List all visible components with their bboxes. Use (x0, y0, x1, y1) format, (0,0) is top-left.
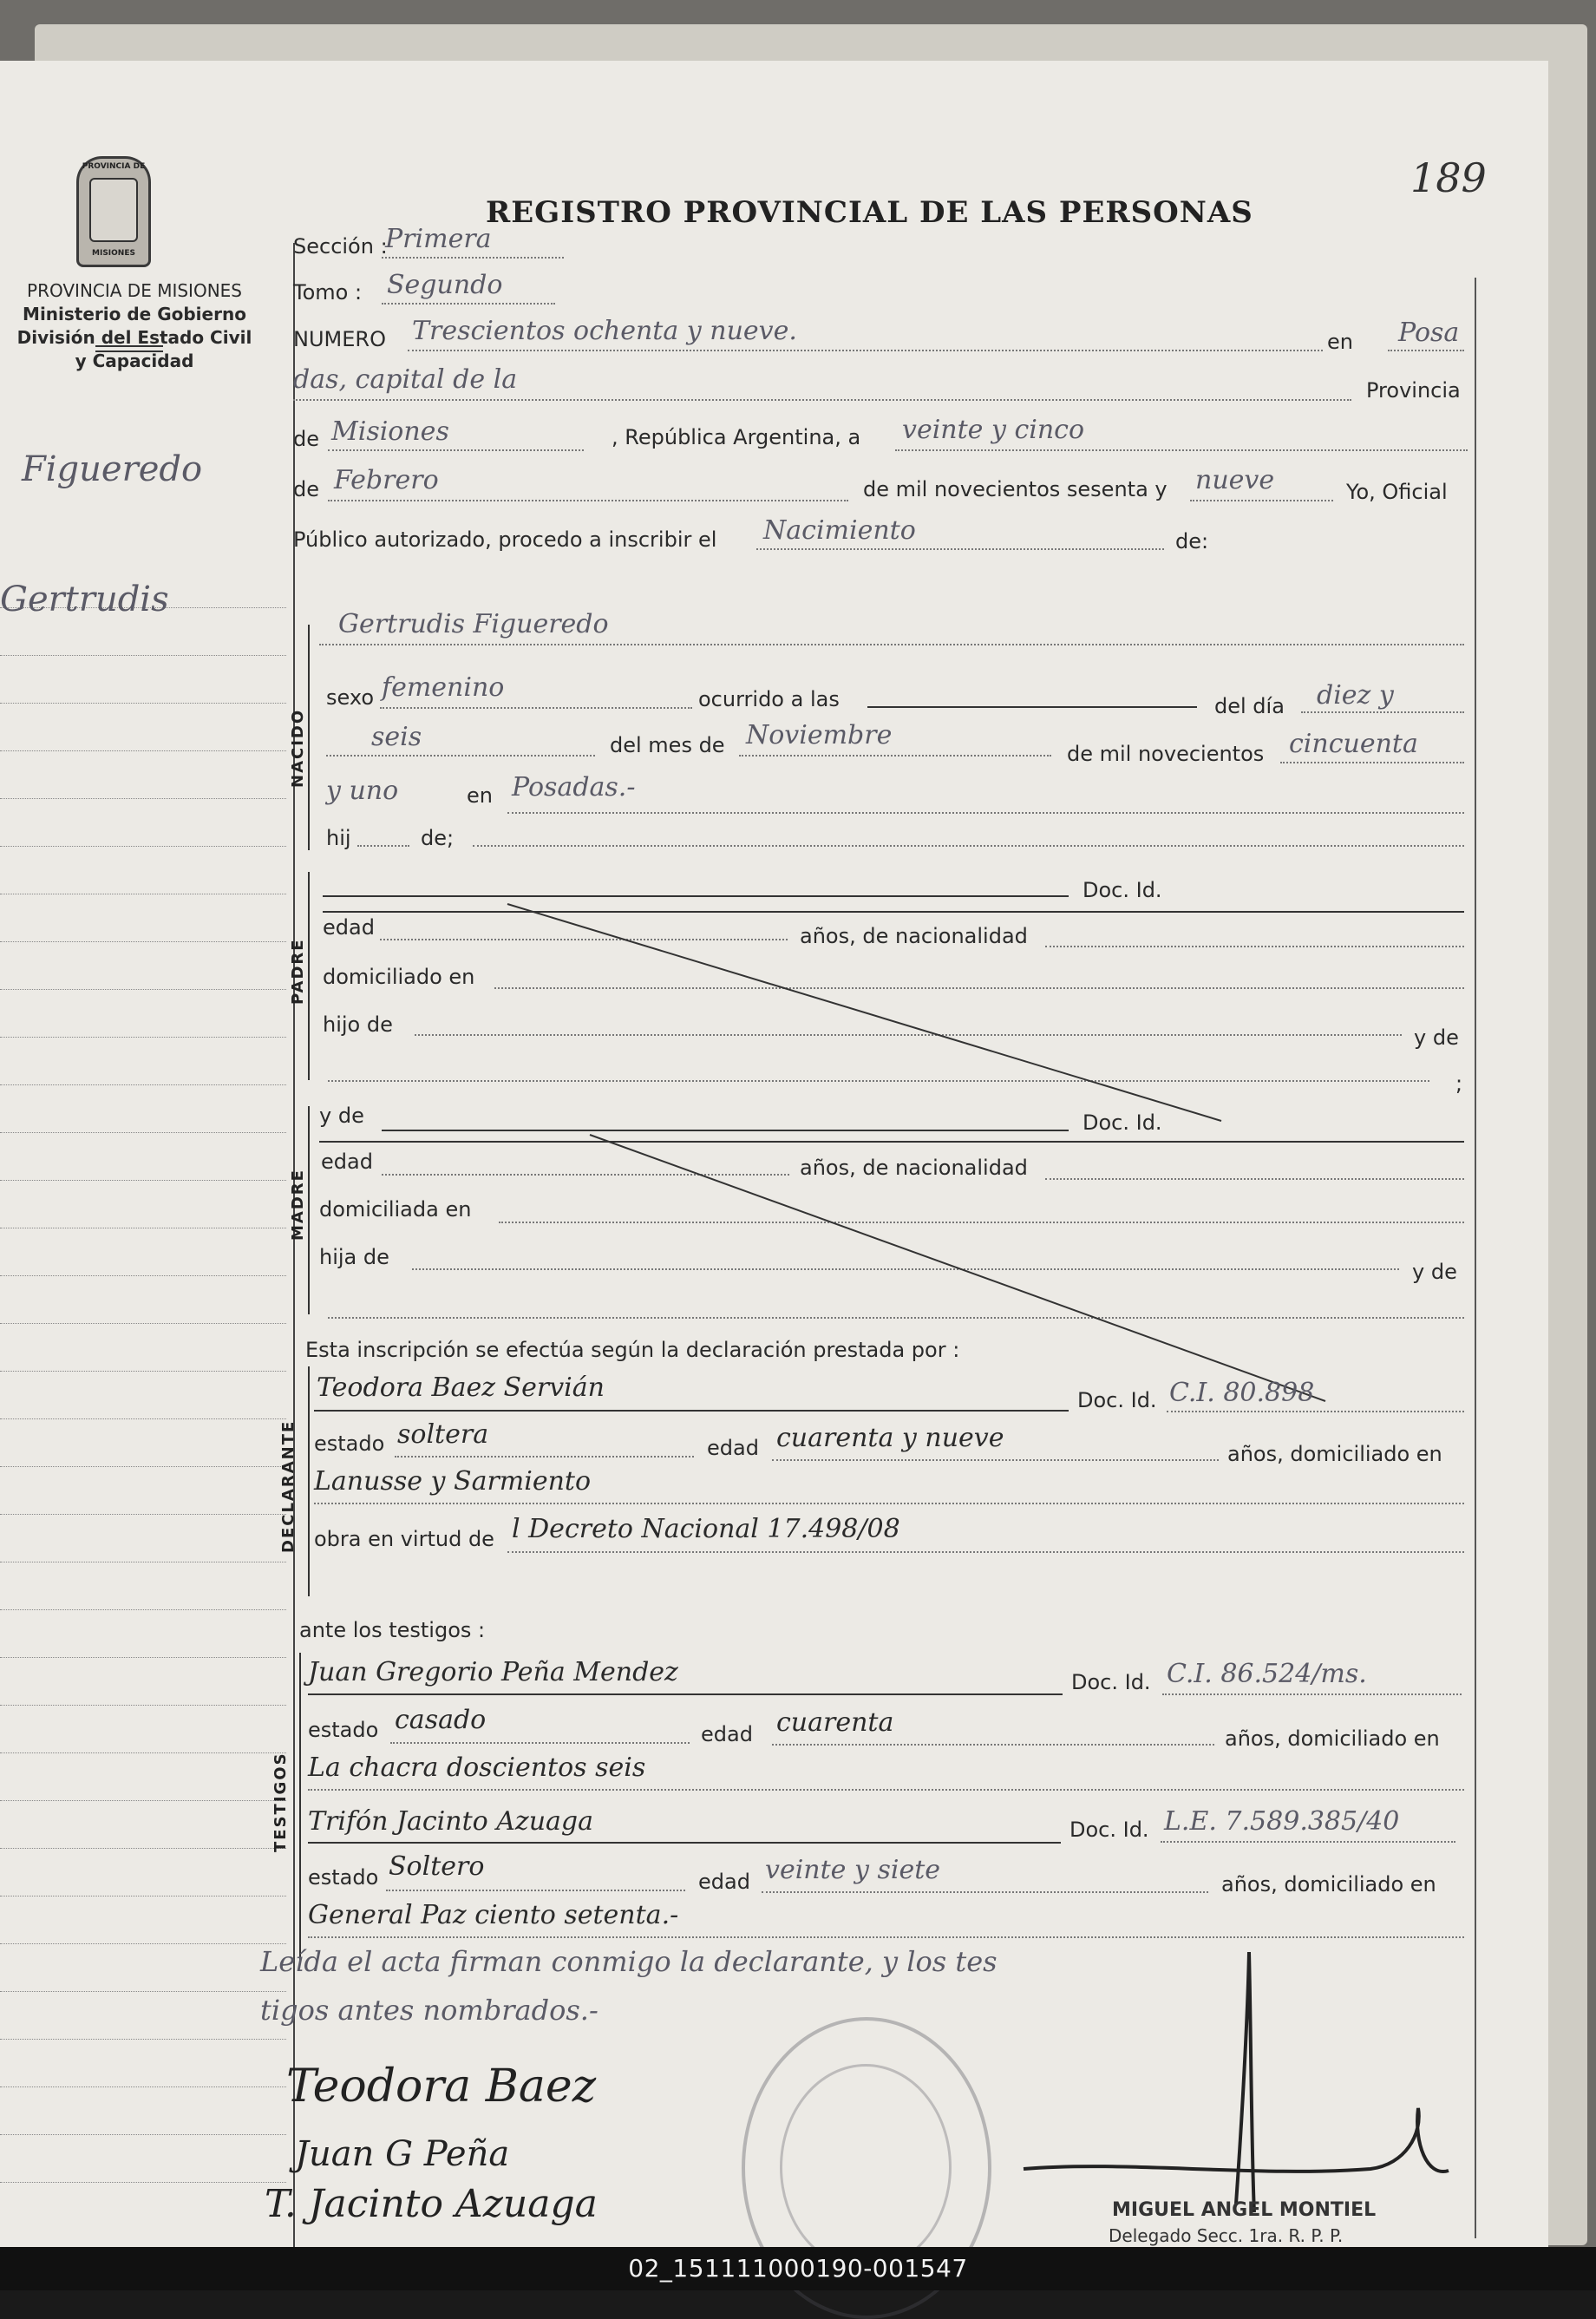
testigo2-anos-label: años, domiciliado en (1221, 1872, 1436, 1896)
testigo1-edad-value: cuarenta (776, 1707, 894, 1738)
field-line (772, 1744, 1214, 1746)
declarante-doc-label: Doc. Id. (1077, 1388, 1157, 1412)
fecha-dia-value: veinte y cinco (902, 415, 1085, 445)
signature-declarante: Teodora Baez (286, 2060, 597, 2113)
madre-domicilio-label: domiciliada en (319, 1197, 472, 1222)
cancel-line-padre (507, 904, 1221, 1121)
padre-semicolon: ; (1455, 1071, 1463, 1096)
testigos-section-label: TESTIGOS (271, 1752, 290, 1852)
madre-section-label: MADRE (289, 1169, 307, 1241)
testigo1-nombre-value: Juan Gregorio Peña Mendez (308, 1657, 678, 1687)
lugar-value-1: Posa (1398, 318, 1460, 348)
del-dia-label: del día (1214, 694, 1285, 718)
testigo2-edad-value: veinte y siete (765, 1855, 941, 1885)
obra-label: obra en virtud de (314, 1527, 494, 1551)
testigo1-estado-value: casado (395, 1705, 487, 1735)
lugar-nac-value: Posadas.- (512, 772, 636, 802)
testigo1-edad-label: edad (701, 1722, 753, 1746)
hij-label: hij (326, 826, 351, 850)
signature-testigo-1: Juan G Peña (295, 2134, 510, 2174)
official-signature-underline (1024, 2108, 1449, 2172)
tipo-value: Nacimiento (763, 515, 916, 546)
section-bar (308, 1366, 310, 1596)
image-id-bar: 02_151111000190-001547 (0, 2247, 1596, 2290)
del-mes-label: del mes de (610, 733, 725, 757)
testigo2-edad-label: edad (698, 1870, 750, 1894)
field-line (1161, 1841, 1455, 1843)
anio-nac-value-1: cincuenta (1289, 729, 1418, 759)
madre-edad-label: edad (321, 1150, 373, 1174)
testigo2-estado-label: estado (308, 1865, 379, 1890)
declarante-estado-label: estado (314, 1431, 385, 1456)
field-line (395, 1456, 694, 1458)
testigo2-estado-value: Soltero (389, 1851, 485, 1882)
madre-y-de-label-2: y de (1412, 1260, 1457, 1284)
anio-nac-value-2: y uno (326, 776, 399, 806)
ministry-line: Ministerio de Gobierno (23, 304, 246, 324)
padre-doc-label: Doc. Id. (1083, 878, 1162, 902)
testigo2-domicilio-value: General Paz ciento setenta.- (308, 1900, 679, 1930)
seal-top-text: PROVINCIA DE (82, 162, 146, 171)
stamp-inner-ring (780, 2064, 952, 2270)
inscripcion-label: Esta inscripción se efectúa según la declaración prestada por : (305, 1338, 960, 1362)
padre-y-de-label: y de (1414, 1025, 1459, 1050)
padre-domicilio-label: domiciliado en (323, 965, 475, 989)
padre-section-label: PADRE (289, 938, 307, 1005)
seal-bottom-text: MISIONES (92, 249, 135, 258)
field-line (308, 1936, 1464, 1938)
margin-given-name: Gertrudis (0, 580, 169, 619)
mes-value: Noviembre (746, 720, 893, 750)
de-semicolon-label: de; (421, 826, 455, 850)
ante-testigos-label: ante los testigos : (299, 1618, 486, 1642)
madre-doc-label: Doc. Id. (1083, 1110, 1162, 1135)
testigo2-nombre-value: Trifón Jacinto Azuaga (308, 1806, 594, 1837)
declarante-nombre-value: Teodora Baez Servián (317, 1372, 605, 1403)
nacido-section-label: NACIDO (289, 708, 307, 788)
de-colon-label: de: (1175, 529, 1209, 554)
closing-text-line-1: Leída el acta firman conmigo la declarante, y los tes (260, 1945, 998, 1978)
official-name: MIGUEL ANGEL MONTIEL (1112, 2199, 1377, 2221)
fecha-mes-value: Febrero (334, 465, 439, 495)
ministry-line: PROVINCIA DE MISIONES (27, 280, 242, 301)
field-line (308, 1842, 1061, 1844)
testigo1-doc-label: Doc. Id. (1071, 1670, 1151, 1694)
tomo-label: Tomo : (293, 280, 363, 305)
closing-text-line-2: tigos antes nombrados.- (260, 1994, 598, 2027)
page-number: 189 (1410, 154, 1487, 201)
declarante-domicilio-value: Lanusse y Sarmiento (314, 1466, 592, 1497)
ministry-line: División del Estado Civil (16, 327, 252, 348)
sexo-value: femenino (382, 672, 505, 703)
republica-label: , República Argentina, a (612, 425, 861, 449)
testigo1-anos-label: años, domiciliado en (1225, 1726, 1440, 1751)
numero-value: Trescientos ochenta y nueve. (412, 316, 797, 346)
lugar-value-2: das, capital de la (293, 364, 518, 395)
padre-hijo-label: hijo de (323, 1012, 393, 1037)
de-label: de (293, 427, 319, 451)
nombre-value: Gertrudis Figueredo (338, 609, 609, 639)
declarante-section-label: DECLARANTE (279, 1419, 298, 1553)
testigo2-doc-label: Doc. Id. (1069, 1818, 1149, 1842)
obra-value: l Decreto Nacional 17.498/08 (512, 1514, 900, 1544)
madre-anos-label: años, de nacionalidad (800, 1156, 1028, 1180)
provincia-label: Provincia (1366, 378, 1461, 403)
padre-anos-label: años, de nacionalidad (800, 924, 1028, 948)
field-line (772, 1459, 1219, 1461)
en-label: en (1327, 330, 1353, 354)
yo-oficial-label: Yo, Oficial (1346, 480, 1448, 504)
provincia-value: Misiones (331, 416, 449, 447)
field-line (507, 1551, 1464, 1553)
official-signature-stroke (1236, 1952, 1254, 2212)
padre-edad-label: edad (323, 915, 375, 940)
de2-label: de (293, 477, 319, 501)
document-title: REGISTRO PROVINCIAL DE LAS PERSONAS (486, 195, 1253, 230)
madre-y-de-label: y de (319, 1104, 364, 1128)
testigo2-doc-value: L.E. 7.589.385/40 (1164, 1806, 1400, 1837)
testigo1-domicilio-value: La chacra doscientos seis (308, 1752, 646, 1783)
madre-hija-label: hija de (319, 1245, 389, 1269)
official-role: Delegado Secc. 1ra. R. P. P. (1109, 2225, 1344, 2246)
numero-label: NUMERO (293, 327, 386, 351)
seccion-label: Sección : (293, 234, 388, 259)
declarante-edad-value: cuarenta y nueve (776, 1423, 1004, 1453)
de-mil-nov-label: de mil novecientos (1067, 742, 1265, 766)
en-nac-label: en (467, 783, 493, 808)
testigo1-estado-label: estado (308, 1718, 379, 1742)
declarante-estado-value: soltera (397, 1419, 489, 1450)
field-line (314, 1503, 1464, 1504)
tomo-value: Segundo (387, 270, 503, 300)
declarante-anos-label: años, domiciliado en (1227, 1442, 1442, 1466)
ministry-line: y Capacidad (75, 350, 194, 371)
field-line (386, 1890, 685, 1891)
margin-surname: Figueredo (22, 449, 203, 489)
publico-label: Público autorizado, procedo a inscribir el (293, 527, 717, 552)
dia-value-1: diez y (1317, 680, 1394, 711)
field-line (308, 1789, 1464, 1791)
field-line (390, 1742, 690, 1744)
ocurrido-label: ocurrido a las (698, 687, 840, 711)
cancellation-strokes (0, 61, 1548, 2247)
field-line (1167, 1411, 1464, 1412)
dia-value-2: seis (371, 722, 422, 752)
anio-value: nueve (1195, 465, 1275, 495)
declarante-edad-label: edad (707, 1436, 759, 1460)
testigo1-doc-value: C.I. 86.524/ms. (1167, 1659, 1367, 1689)
de-mil-label: de mil novecientos sesenta y (863, 477, 1168, 501)
field-line (762, 1891, 1208, 1893)
field-line (314, 1410, 1069, 1412)
declarante-doc-value: C.I. 80.898 (1169, 1378, 1315, 1408)
field-line (1162, 1693, 1462, 1695)
section-bar (299, 1653, 301, 1961)
register-page (0, 61, 1548, 2247)
seccion-value: Primera (385, 224, 492, 254)
field-line (308, 1693, 1063, 1695)
sexo-label: sexo (326, 685, 374, 710)
signature-testigo-2: T. Jacinto Azuaga (265, 2182, 598, 2226)
